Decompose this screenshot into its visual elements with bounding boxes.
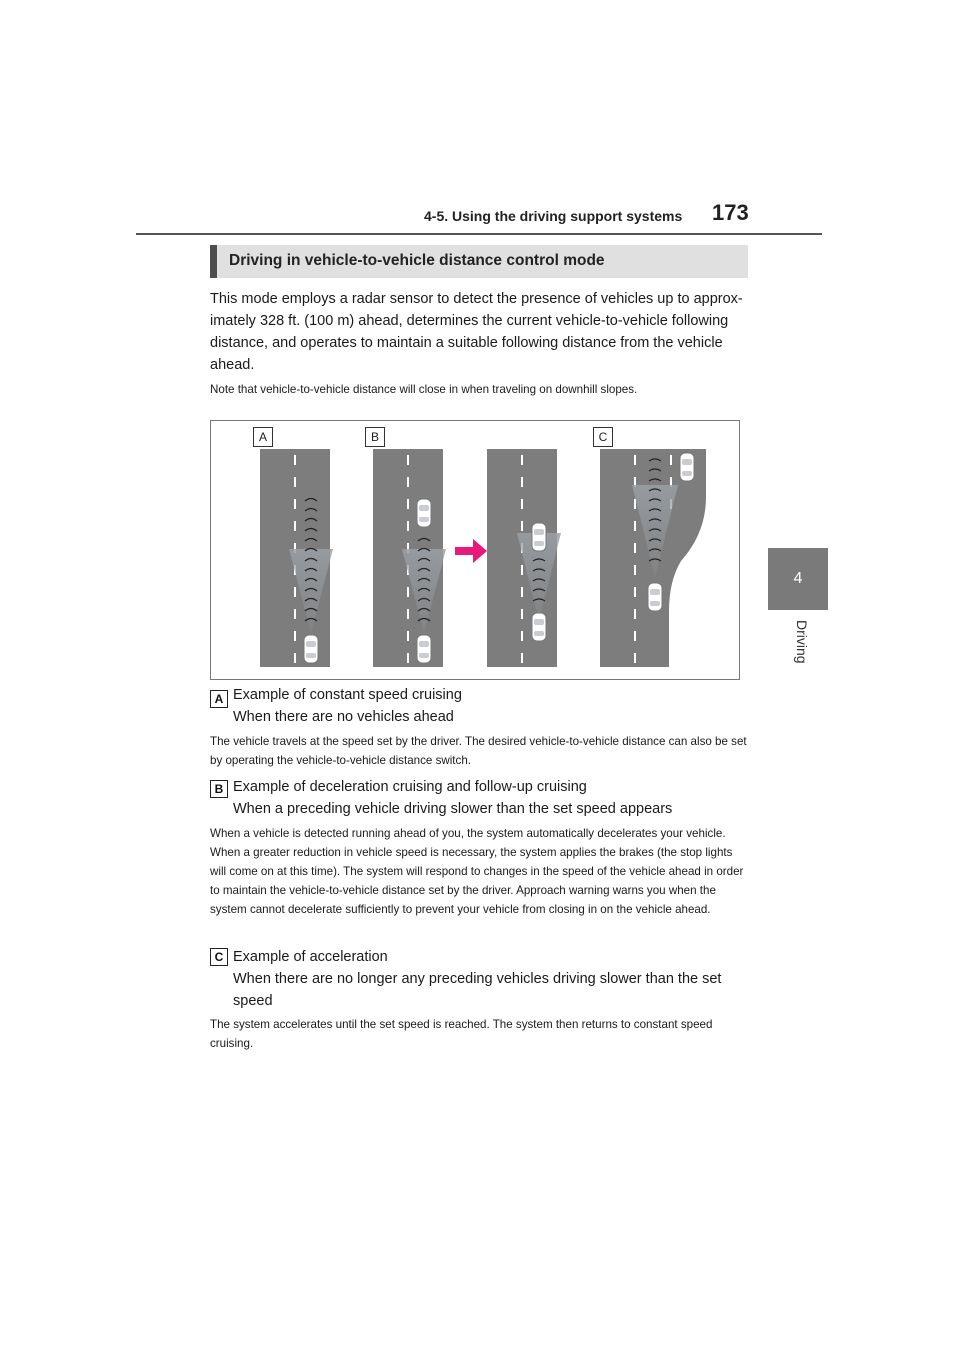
section-heading-text: Driving in vehicle-to-vehicle distance control mode	[229, 252, 605, 269]
preceding-car-b	[417, 499, 431, 527]
figure-label-a: A	[253, 427, 273, 447]
badge-b: B	[210, 780, 228, 798]
own-car-c	[648, 583, 662, 611]
chapter-number: 4	[793, 570, 803, 587]
badge-a: A	[210, 690, 228, 708]
item-a-title: Example of constant speed cruising	[233, 687, 462, 703]
own-car-b2	[532, 613, 546, 641]
note-paragraph: Note that vehicle-to-vehicle distance will close in when traveling on downhill slopes.	[210, 383, 638, 396]
figure-label-b: B	[365, 427, 385, 447]
item-b-title: Example of deceleration cruising and follow-up cruising	[233, 779, 587, 795]
transition-arrow	[455, 539, 487, 563]
badge-c: C	[210, 948, 228, 966]
figure-label-c: C	[593, 427, 613, 447]
item-c-desc: The system accelerates until the set speed is reached. The system then returns to constant speed cruising.	[210, 1018, 713, 1050]
section-heading	[210, 245, 748, 278]
own-car-b	[417, 635, 431, 663]
item-b-desc: When a vehicle is detected running ahead of you, the system automatically decelerates your vehicle. When a greater reduction in vehicle speed is necessary, the system applies the brakes (the stop lights will come on at this time). The system will respond to changes in the speed of the vehicle ahead in order to maintain the vehicle-to-vehicle distance set by the driver. Approach warning warns you when the system cannot decelerate sufficiently to prevent your vehicle from closing in on the vehicle ahead.	[210, 827, 744, 916]
chapter-label: Driving	[794, 620, 810, 664]
running-header-title: 4-5. Using the driving support systems	[424, 208, 683, 224]
distance-control-figure	[210, 420, 740, 680]
preceding-car-b2	[532, 523, 546, 551]
item-c-title: Example of acceleration	[233, 949, 388, 965]
exiting-car-c	[680, 453, 694, 481]
item-a-desc: The vehicle travels at the speed set by the driver. The desired vehicle-to-vehicle distance can also be set by operating the vehicle-to-vehicle distance switch.	[210, 735, 747, 767]
header-rule	[136, 233, 822, 235]
item-c-subtitle: When there are no longer any preceding vehicles driving slower than the set speed	[233, 971, 722, 1009]
road-illustration	[211, 421, 739, 679]
chapter-tab	[768, 548, 828, 610]
own-car-a	[304, 635, 318, 663]
item-b-subtitle: When a preceding vehicle driving slower than the set speed appears	[233, 801, 673, 817]
item-a-subtitle: When there are no vehicles ahead	[233, 709, 454, 725]
page-number: 173	[712, 200, 749, 225]
intro-paragraph: This mode employs a radar sensor to detect the presence of vehicles up to approx-imately 328 ft. (100 m) ahead, determines the current vehicle-to-vehicle following distance, and operates to maintain a suitable following distance from the vehicle ahead.	[210, 291, 743, 373]
